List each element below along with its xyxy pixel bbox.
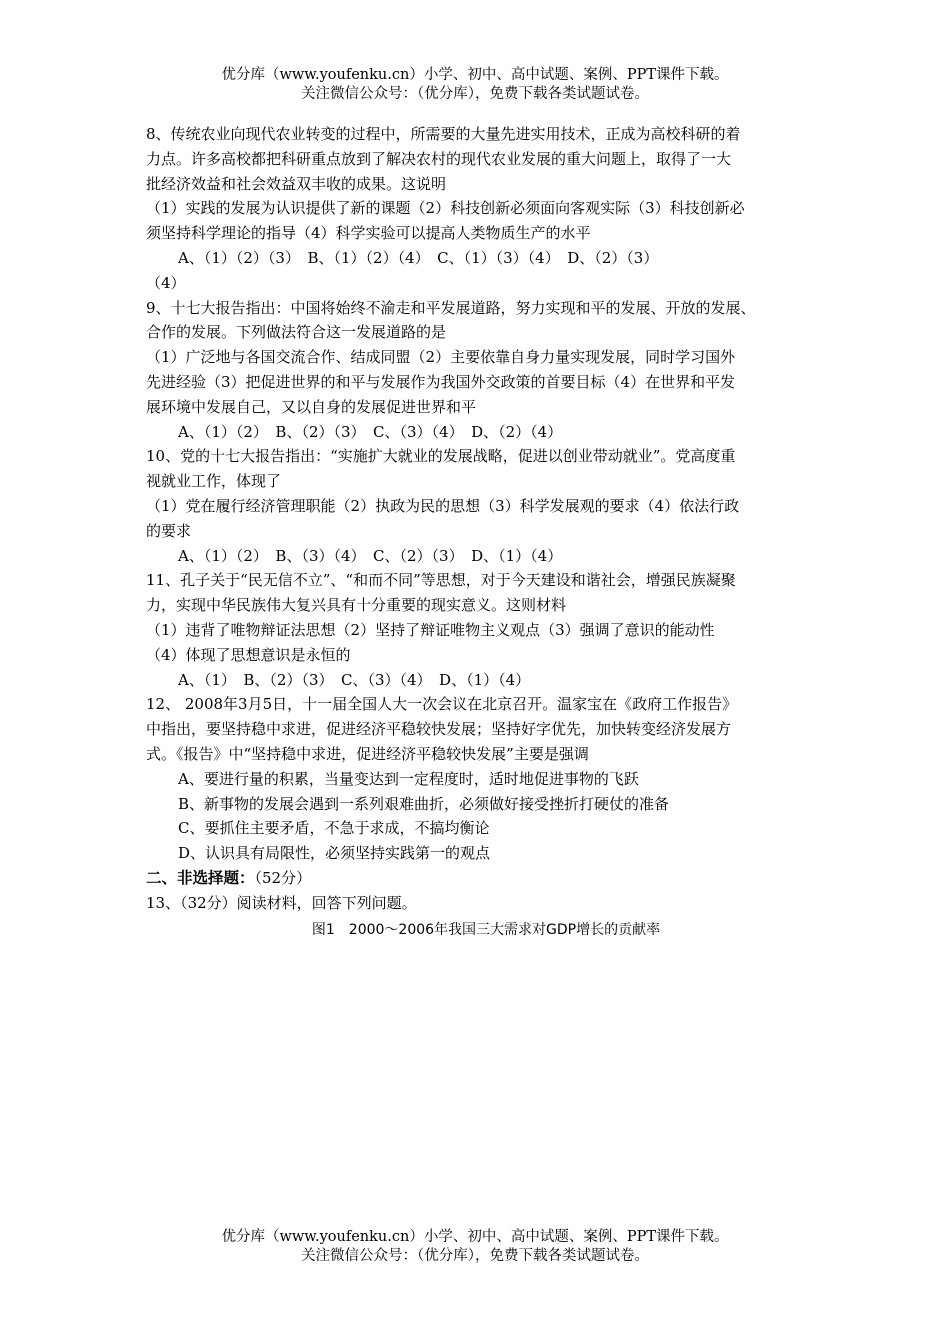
q11-line: 力，实现中华民族伟大复兴具有十分重要的现实意义。这则材料 <box>146 596 567 615</box>
q11-line: 11、孔子关于“民无信不立”、“和而不同”等思想，对于今天建设和谐社会，增强民族凝聚 <box>146 571 736 590</box>
q11-options: A、（1） B、（2）（3） C、（3）（4） D、（1）（4） <box>178 670 531 689</box>
q10-options: A、（1）（2） B、（3）（4） C、（2）（3） D、（1）（4） <box>178 546 563 565</box>
q12-option-b: B、新事物的发展会遇到一系列艰难曲折，必须做好接受挫折打硬仗的准备 <box>178 794 670 813</box>
q9-line: 先进经验（3）把促进世界的和平与发展作为我国外交政策的首要目标（4）在世界和平发 <box>146 372 736 391</box>
q8-line: 须坚持科学理论的指导（4）科学实验可以提高人类物质生产的水平 <box>146 224 591 243</box>
q10-line: （1）党在履行经济管理职能（2）执政为民的思想（3）科学发展观的要求（4）依法行政 <box>146 496 740 515</box>
header-line-1: 优分库（www.youfenku.cn）小学、初中、高中试题、案例、PPT课件下载。 <box>221 67 729 83</box>
footer-line-2: 关注微信公众号：（优分库），免费下载各类试题试卷。 <box>301 1248 649 1264</box>
q8-options: A、（1）（2）（3） B、（1）（2）（4） C、（1）（3）（4） D、（2）（3） <box>178 248 659 267</box>
q13-text: 13、（32分）阅读材料，回答下列问题。 <box>146 893 417 912</box>
q9-line: 9、十七大报告指出：中国将始终不渝走和平发展道路，努力实现和平的发展、开放的发展、 <box>146 298 756 317</box>
page-header <box>0 66 950 104</box>
q12-line: 12、 2008年3月5日，十一届全国人大一次会议在北京召开。温家宝在《政府工作报告》 <box>146 695 738 714</box>
q12-line: 中指出，要坚持稳中求进，促进经济平稳较快发展；坚持好字优先，加快转变经济发展方 <box>146 720 732 739</box>
q8-options-cont: （4） <box>146 273 186 292</box>
q11-line: （4）体现了思想意识是永恒的 <box>146 645 351 664</box>
section-points: （52分） <box>254 868 312 887</box>
footer-line-1: 优分库（www.youfenku.cn）小学、初中、高中试题、案例、PPT课件下载。 <box>221 1229 729 1245</box>
question-content <box>146 122 826 942</box>
section-title: 二、非选择题： <box>146 868 255 887</box>
section-heading <box>146 866 826 891</box>
figure-caption: 图1 2000～2006年我国三大需求对GDP增长的贡献率 <box>311 921 661 938</box>
q9-options: A、（1）（2） B、（2）（3） C、（3）（4） D、（2）（4） <box>178 422 563 441</box>
q10-line: 视就业工作，体现了 <box>146 472 282 491</box>
q9-line: （1）广泛地与各国交流合作、结成同盟（2）主要依靠自身力量实现发展，同时学习国外 <box>146 348 736 367</box>
page-footer <box>0 1228 950 1266</box>
q10-line: 的要求 <box>146 521 192 540</box>
q10-line: 10、党的十七大报告指出：“实施扩大就业的发展战略，促进以创业带动就业”。党高度重 <box>146 447 736 466</box>
q12-option-d: D、认识具有局限性，必须坚持实践第一的观点 <box>178 844 491 863</box>
q11-line: （1）违背了唯物辩证法思想（2）坚持了辩证唯物主义观点（3）强调了意识的能动性 <box>146 620 715 639</box>
q12-option-a: A、要进行量的积累，当量变达到一定程度时，适时地促进事物的飞跃 <box>178 769 639 788</box>
q9-line: 展环境中发展自己，又以自身的发展促进世界和平 <box>146 397 477 416</box>
q9-line: 合作的发展。下列做法符合这一发展道路的是 <box>146 323 447 342</box>
q12-line: 式。《报告》中“坚持稳中求进，促进经济平稳较快发展”主要是强调 <box>146 744 589 763</box>
q12-option-c: C、要抓住主要矛盾，不急于求成，不搞均衡论 <box>178 819 490 838</box>
q8-line: 8、传统农业向现代农业转变的过程中，所需要的大量先进实用技术，正成为高校科研的着 <box>146 125 741 143</box>
q8-line: （1）实践的发展为认识提供了新的课题（2）科技创新必须面向客观实际（3）科技创新必 <box>146 199 745 218</box>
header-line-2: 关注微信公众号：（优分库），免费下载各类试题试卷。 <box>301 86 649 102</box>
q8-line: 批经济效益和社会效益双丰收的成果。这说明 <box>146 174 447 193</box>
q8-line: 力点。许多高校都把科研重点放到了解决农村的现代农业发展的重大问题上，取得了一大 <box>146 149 732 168</box>
